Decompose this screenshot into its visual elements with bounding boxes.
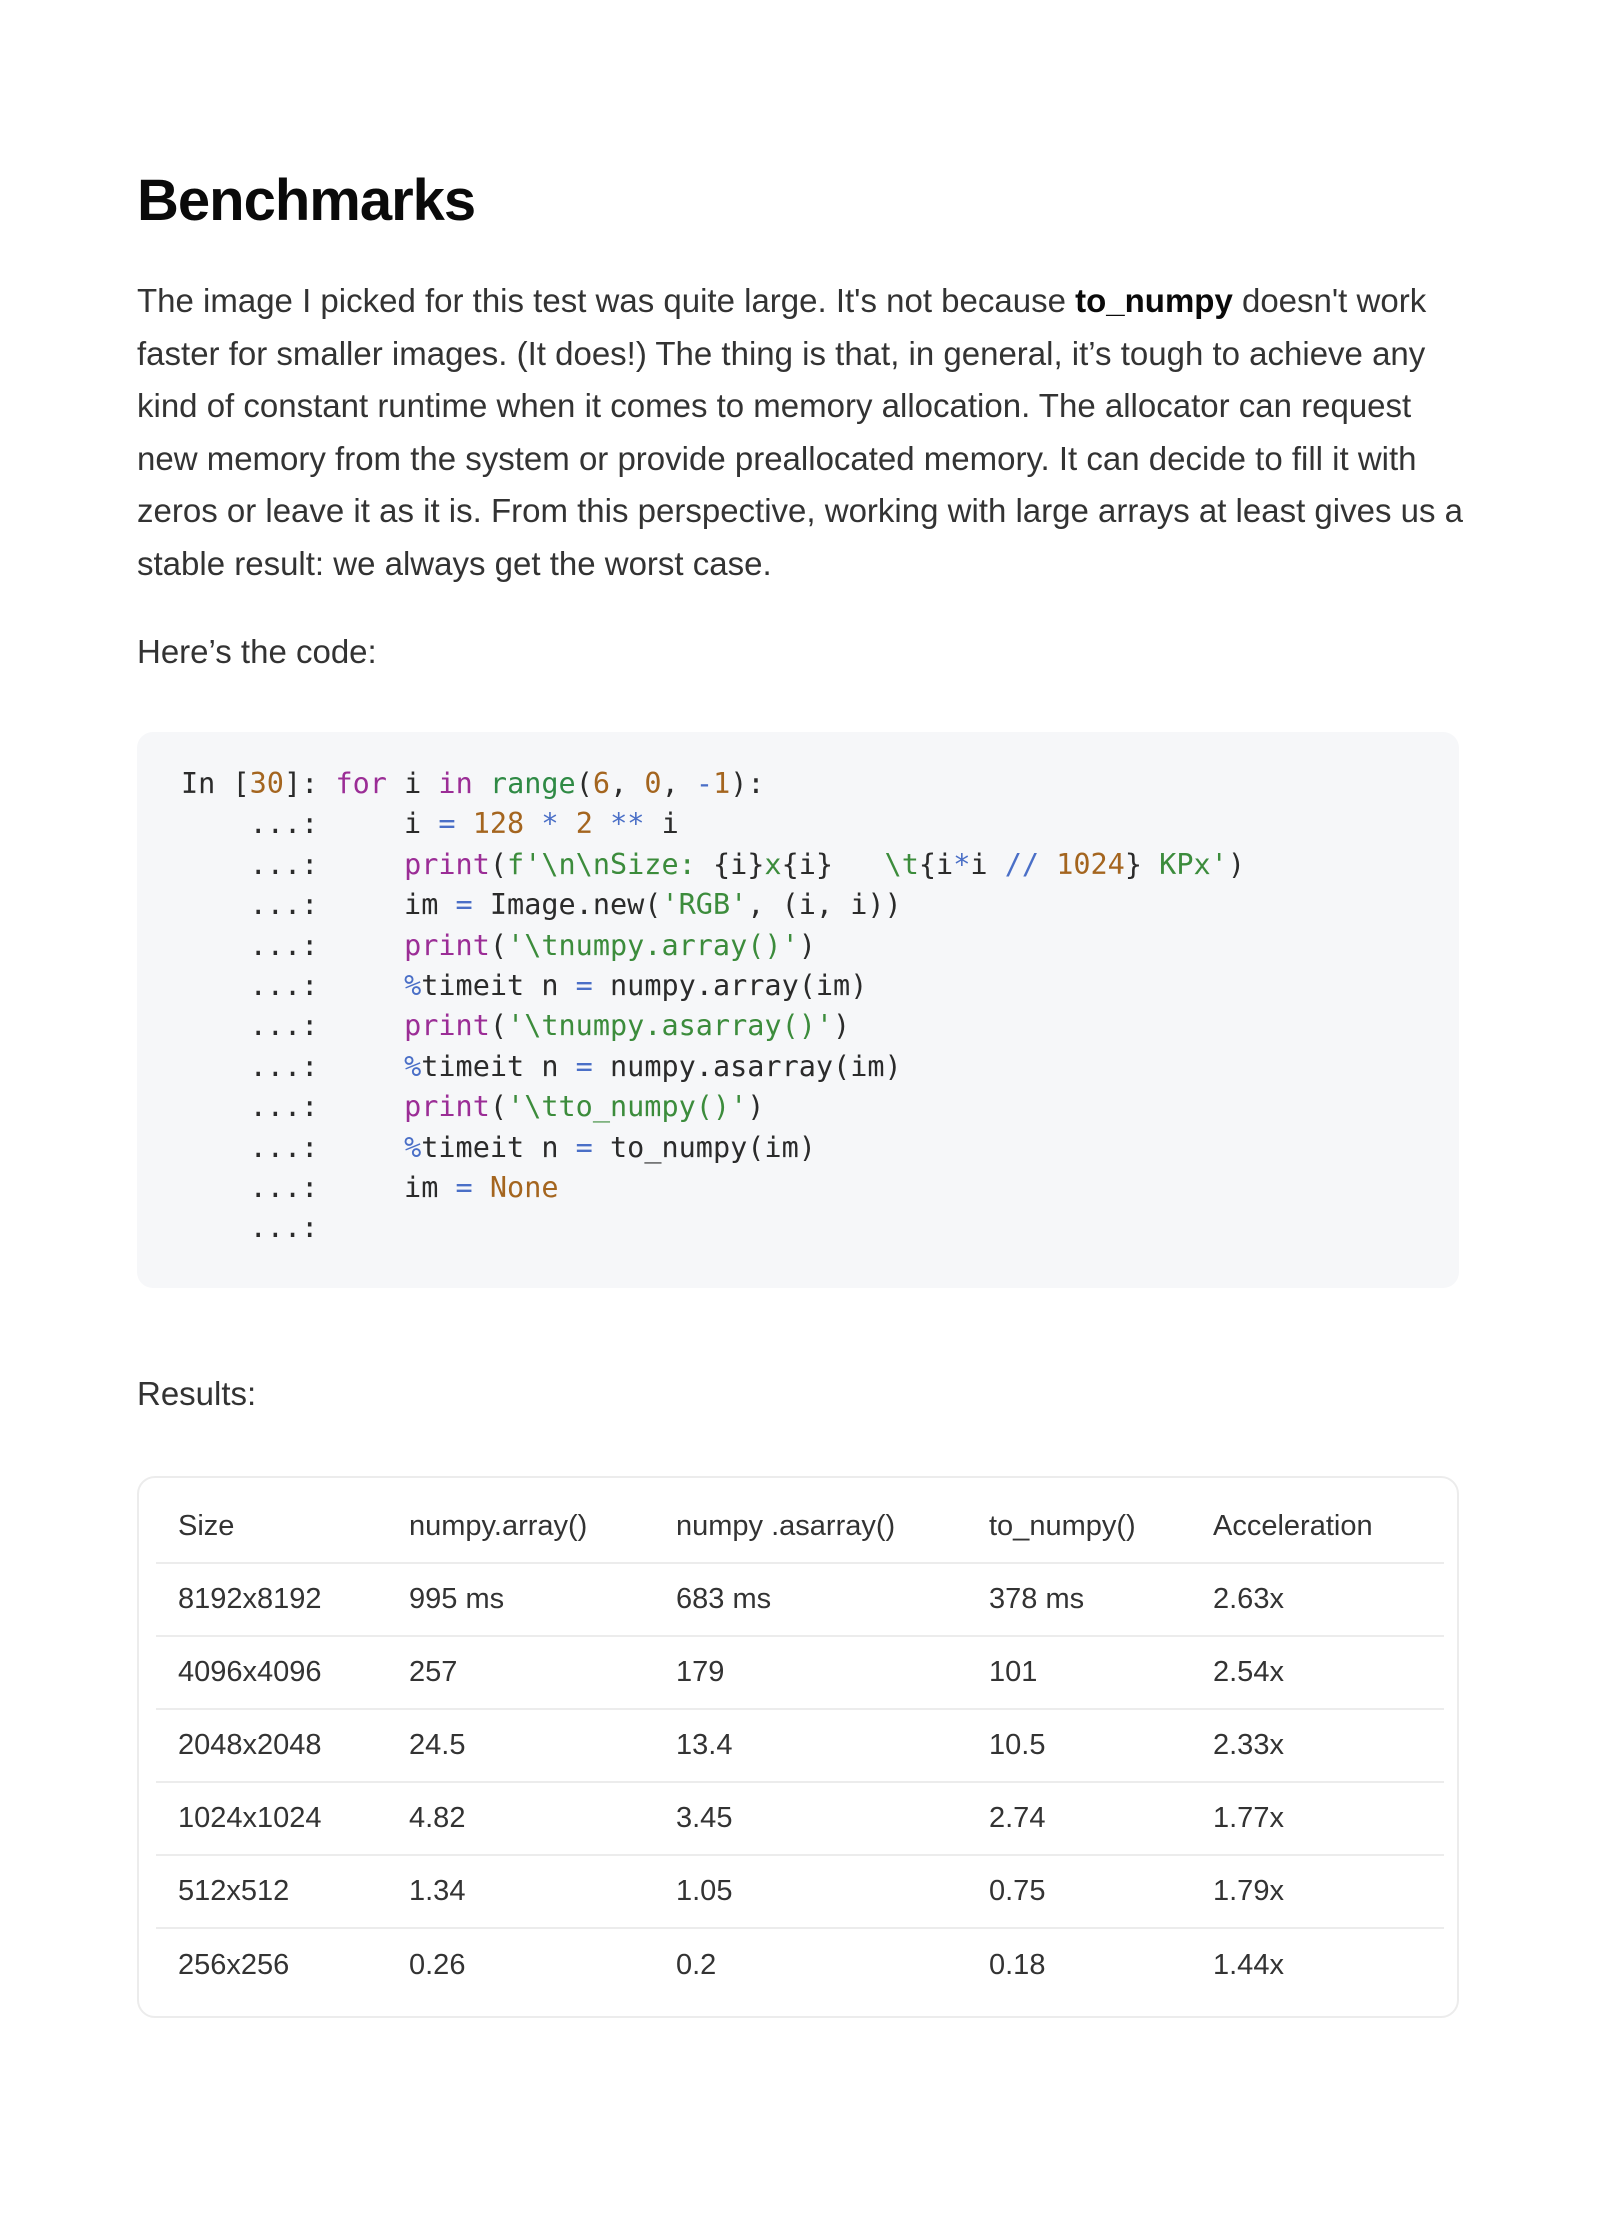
cell-to-numpy: 378 ms bbox=[989, 1583, 1085, 1615]
cell-numpy-array: 0.26 bbox=[409, 1948, 466, 1981]
cell-acceleration: 1.77x bbox=[1213, 1802, 1284, 1834]
cell-size: 256x256 bbox=[178, 1948, 290, 1981]
intro-paragraph bbox=[137, 275, 1467, 590]
cell-to-numpy: 0.18 bbox=[989, 1948, 1046, 1981]
code-intro-text: Here’s the code: bbox=[137, 633, 377, 670]
cell-acceleration: 1.79x bbox=[1213, 1875, 1284, 1907]
cell-size: 8192x8192 bbox=[178, 1583, 322, 1615]
results-table bbox=[156, 1490, 1444, 2001]
cell-acceleration: 2.54x bbox=[1213, 1656, 1284, 1688]
header-acceleration: Acceleration bbox=[1213, 1509, 1373, 1542]
table-row bbox=[156, 1782, 1444, 1855]
cell-size: 1024x1024 bbox=[178, 1802, 322, 1834]
code-block bbox=[137, 732, 1459, 1288]
cell-acceleration: 2.33x bbox=[1213, 1729, 1284, 1761]
cell-numpy-array: 24.5 bbox=[409, 1729, 466, 1761]
paragraph-text-after: doesn't work faster for smaller images. (It does!) The thing is that, in general, it’s tough to achieve any kind of constant runtime when it comes to memory allocation. The allocator can request new memory from the system or provide preallocated memory. It can decide to fill it with zeros or leave it as it is. From this perspective, working with large arrays at least gives us a stable result: we always get the worst case. bbox=[137, 282, 1464, 582]
table-header-row bbox=[156, 1490, 1444, 1563]
cell-numpy-array: 995 ms bbox=[409, 1583, 505, 1615]
paragraph-text-before: The image I picked for this test was quite large. It's not because bbox=[137, 282, 1076, 319]
cell-numpy-asarray: 1.05 bbox=[676, 1875, 733, 1907]
cell-numpy-array: 1.34 bbox=[409, 1875, 466, 1907]
cell-size: 4096x4096 bbox=[178, 1656, 322, 1688]
cell-size: 2048x2048 bbox=[178, 1729, 322, 1761]
cell-numpy-asarray: 13.4 bbox=[676, 1729, 733, 1761]
table-row bbox=[156, 1636, 1444, 1709]
table-row bbox=[156, 1855, 1444, 1928]
cell-numpy-asarray: 3.45 bbox=[676, 1802, 733, 1834]
table-row bbox=[156, 1928, 1444, 2001]
cell-acceleration: 2.63x bbox=[1213, 1583, 1284, 1615]
results-table-card bbox=[137, 1476, 1459, 2018]
cell-to-numpy: 10.5 bbox=[989, 1729, 1046, 1761]
cell-numpy-array: 257 bbox=[409, 1656, 458, 1688]
header-to-numpy: to_numpy() bbox=[989, 1509, 1136, 1542]
header-numpy-array: numpy.array() bbox=[409, 1509, 588, 1542]
cell-size: 512x512 bbox=[178, 1875, 290, 1907]
cell-to-numpy: 2.74 bbox=[989, 1802, 1046, 1834]
paragraph-bold-term: to_numpy bbox=[1075, 282, 1233, 319]
header-numpy-asarray: numpy .asarray() bbox=[676, 1509, 896, 1542]
results-label: Results: bbox=[137, 1375, 257, 1412]
cell-numpy-asarray: 683 ms bbox=[676, 1583, 772, 1615]
cell-to-numpy: 0.75 bbox=[989, 1875, 1046, 1907]
cell-numpy-array: 4.82 bbox=[409, 1802, 466, 1834]
cell-acceleration: 1.44x bbox=[1213, 1948, 1284, 1981]
section-heading: Benchmarks bbox=[137, 168, 476, 233]
cell-to-numpy: 101 bbox=[989, 1656, 1038, 1688]
cell-numpy-asarray: 179 bbox=[676, 1656, 725, 1688]
code-content: In [30]: for i in range(6, 0, -1): ...: i = 128 * 2 ** i ...: print(f'\n\nSize: {i}x{i} \t{i*i // 1024} KPx') ...: im = Image.new('RGB', (i, i)) ...: print('\tnumpy.array()') ...: %timeit n = numpy.array(im) ...: print('\tnumpy.asarray()') ...: %timeit n = numpy.asarray(im) ...: print('\tto_numpy()') ...: %timeit n = to_numpy(im) ...: im = None ...: bbox=[181, 767, 1245, 1245]
cell-numpy-asarray: 0.2 bbox=[676, 1948, 717, 1981]
table-row bbox=[156, 1563, 1444, 1636]
header-size: Size bbox=[178, 1509, 235, 1542]
table-row bbox=[156, 1709, 1444, 1782]
